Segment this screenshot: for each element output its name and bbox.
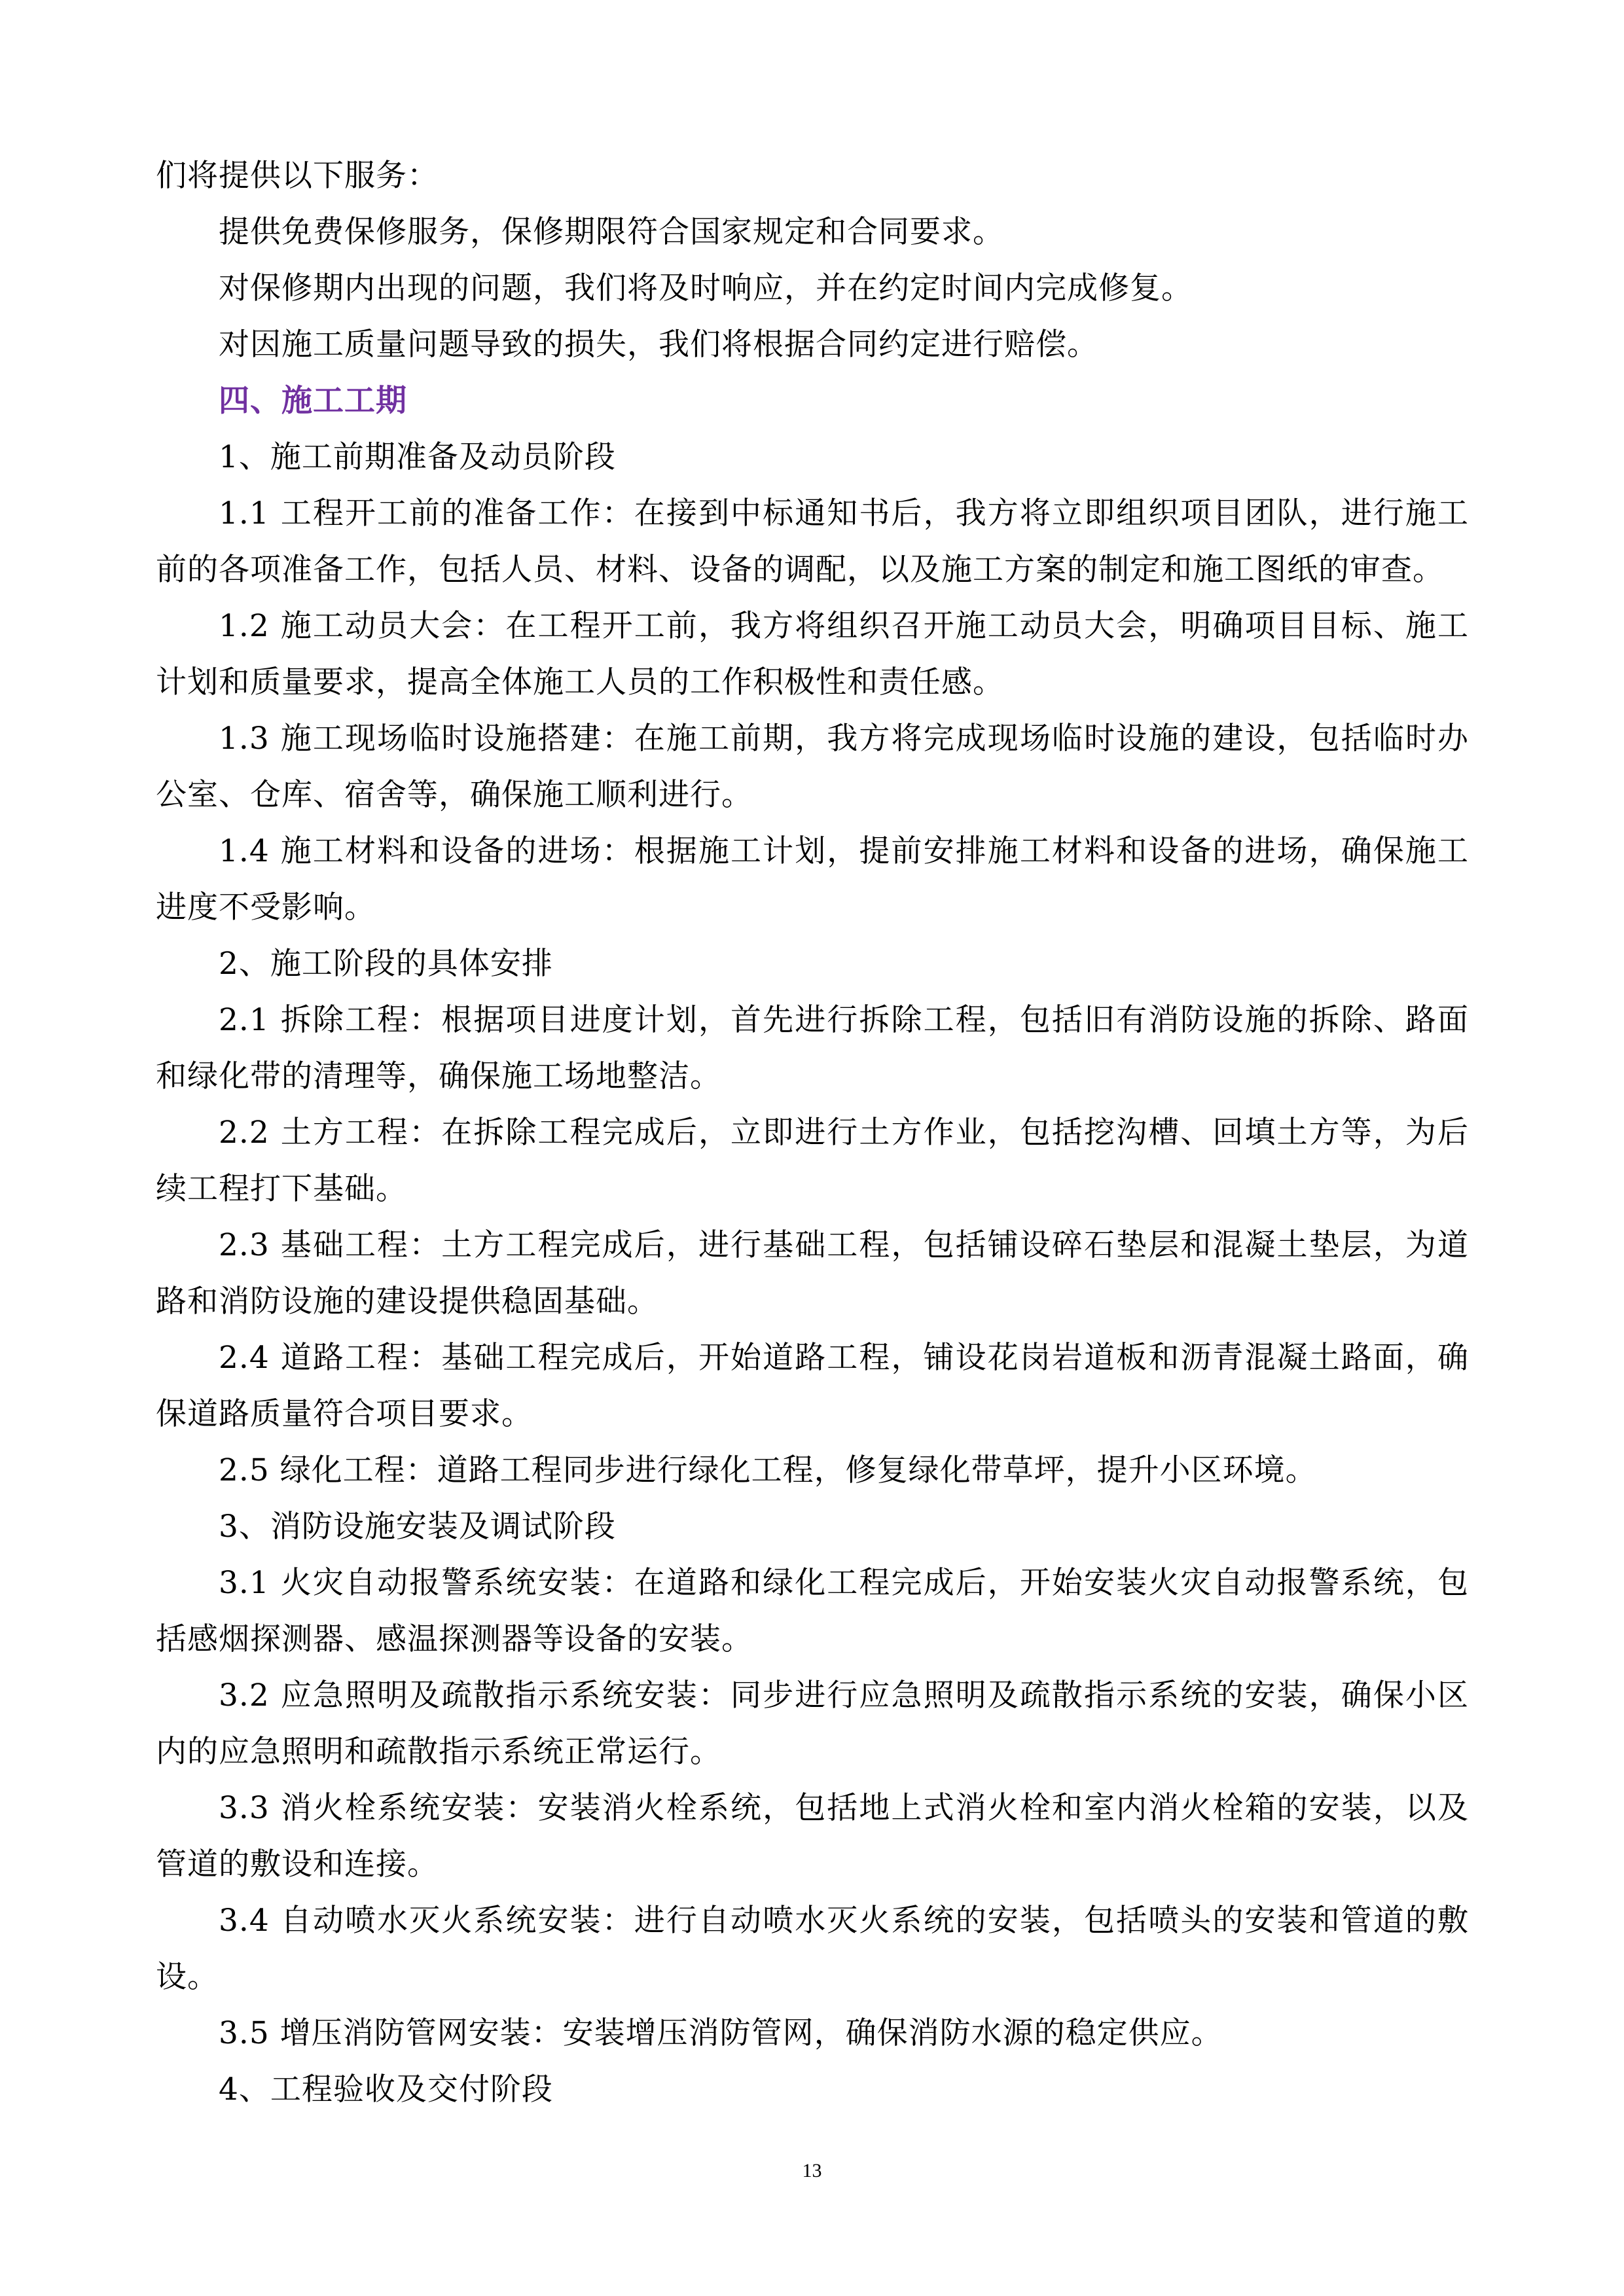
paragraph-warranty-compensation: 对因施工质量问题导致的损失，我们将根据合同约定进行赔偿。: [219, 327, 1098, 363]
paragraph-2-3: 2.3 基础工程：土方工程完成后，进行基础工程，包括铺设碎石垫层和混凝土垫层，为道路和消防设施的建设提供稳固基础。: [156, 1227, 1469, 1319]
paragraph-3-4: 3.4 自动喷水灭火系统安装：进行自动喷水灭火系统的安装，包括喷头的安装和管道的敷设。: [156, 1903, 1469, 1995]
paragraph-1-3: 1.3 施工现场临时设施搭建：在施工前期，我方将完成现场临时设施的建设，包括临时办公室、仓库、宿舍等，确保施工顺利进行。: [156, 721, 1469, 813]
paragraph-1-4: 1.4 施工材料和设备的进场：根据施工计划，提前安排施工材料和设备的进场，确保施工进度不受影响。: [156, 833, 1469, 925]
paragraph-warranty-free: 提供免费保修服务，保修期限符合国家规定和合同要求。: [219, 214, 1004, 250]
section-heading-schedule: 四、施工工期: [219, 383, 407, 419]
paragraph-2-4: 2.4 道路工程：基础工程完成后，开始道路工程，铺设花岗岩道板和沥青混凝土路面，确保道路质量符合项目要求。: [156, 1340, 1469, 1432]
paragraph-2-1: 2.1 拆除工程：根据项目进度计划，首先进行拆除工程，包括旧有消防设施的拆除、路面和绿化带的清理等，确保施工场地整洁。: [156, 1002, 1469, 1094]
paragraph-3-2: 3.2 应急照明及疏散指示系统安装：同步进行应急照明及疏散指示系统的安装，确保小区内的应急照明和疏散指示系统正常运行。: [156, 1677, 1469, 1770]
subheading-construction: 2、施工阶段的具体安排: [219, 946, 553, 982]
paragraph-warranty-response: 对保修期内出现的问题，我们将及时响应，并在约定时间内完成修复。: [219, 270, 1193, 306]
paragraph-continuation: 们将提供以下服务：: [156, 158, 439, 194]
subheading-preparation: 1、施工前期准备及动员阶段: [219, 439, 616, 475]
subheading-fire-installation: 3、消防设施安装及调试阶段: [219, 1509, 616, 1545]
paragraph-1-2: 1.2 施工动员大会：在工程开工前，我方将组织召开施工动员大会，明确项目目标、施工计划和质量要求，提高全体施工人员的工作积极性和责任感。: [156, 608, 1469, 700]
paragraph-2-5: 2.5 绿化工程：道路工程同步进行绿化工程，修复绿化带草坪，提升小区环境。: [219, 1452, 1317, 1488]
paragraph-1-1: 1.1 工程开工前的准备工作：在接到中标通知书后，我方将立即组织项目团队，进行施工前的各项准备工作，包括人员、材料、设备的调配，以及施工方案的制定和施工图纸的审查。: [156, 495, 1469, 588]
paragraph-3-5: 3.5 增压消防管网安装：安装增压消防管网，确保消防水源的稳定供应。: [219, 2015, 1223, 2051]
paragraph-3-3: 3.3 消火栓系统安装：安装消火栓系统，包括地上式消火栓和室内消火栓箱的安装，以及管道的敷设和连接。: [156, 1790, 1469, 1882]
paragraph-2-2: 2.2 土方工程：在拆除工程完成后，立即进行土方作业，包括挖沟槽、回填土方等，为后续工程打下基础。: [156, 1115, 1469, 1207]
document-body: [156, 148, 1469, 2118]
paragraph-3-1: 3.1 火灾自动报警系统安装：在道路和绿化工程完成后，开始安装火灾自动报警系统，包括感烟探测器、感温探测器等设备的安装。: [156, 1565, 1469, 1657]
page-number: 13: [802, 2160, 822, 2181]
subheading-acceptance: 4、工程验收及交付阶段: [219, 2072, 553, 2108]
